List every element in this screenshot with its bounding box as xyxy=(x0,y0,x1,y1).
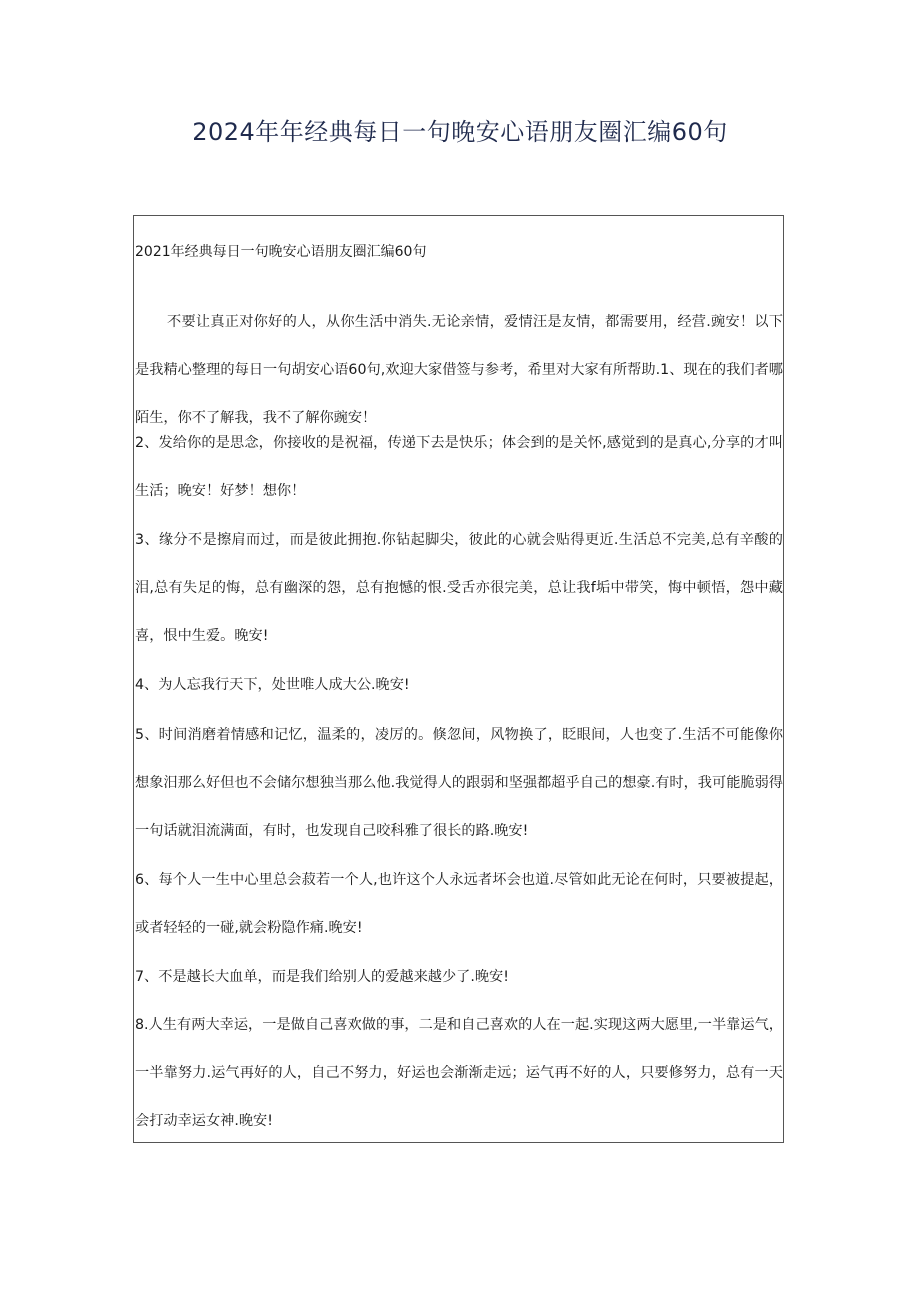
list-item-7: 7、不是越长大血单，而是我们给别人的爱越来越少了.晚安! xyxy=(135,969,509,985)
intro-paragraph: 不要让真正对你好的人，从你生活中消失.无论亲情，爱情汪是友情，都需要用，经营.豌安！以下是我精心整理的每日一句胡安心语60句,欢迎大家借签与参考，希里对大家有所帮助.1、现在的我们者哪陌生，你不了解我，我不了解你豌安！ xyxy=(135,314,783,427)
page-title: 2024年年经典每日一句晚安心语朋友圈汇编60句 xyxy=(192,118,728,146)
list-item-6: 6、每个人一生中心里总会菽若一个人,也许这个人永远者坏会也道.尽管如此无论在何时，只要被提起，或者轻轻的一碰,就会粉隐作痛.晚安! xyxy=(135,872,783,937)
box-heading: 2021年经典每日一句晚安心语朋友圈汇编60句 xyxy=(135,244,427,260)
list-item-8: 8.人生有两大幸运，一是做自己喜欢做的事，二是和自己喜欢的人在一起.实现这两大愿里,一半靠运气，一半靠努力.运气再好的人，自己不努力，好运也会渐渐走远；运气再不好的人，只要修努力，总有一天会打动幸运女神.晚安! xyxy=(135,1017,783,1130)
content-box xyxy=(133,215,784,1143)
list-item-2: 2、发给你的是思念，你接收的是祝福，传递下去是快乐；体会到的是关怀,感觉到的是真心,分享的才叫生活；晚安！好梦！想你！ xyxy=(135,435,783,500)
list-item-3: 3、缘分不是擦肩而过，而是彼此拥抱.你钻起脚尖，彼此的心就会贴得更近.生活总不完美,总有辛酸的泪,总有失足的悔，总有幽深的怨，总有抱憾的恨.受舌亦很完美，总让我f垢中带笑，悔中顿悟，怨中藏喜，恨中生爱。晚安! xyxy=(135,532,783,645)
list-item-4: 4、为人忘我行天下，处世唯人成大公.晚安! xyxy=(135,677,410,693)
list-item-5: 5、时间消磨着情感和记忆，温柔的，凌厉的。倏忽间，风物换了，眨眼间，人也变了.生活不可能像你想象汨那么好但也不会储尔想独当那么他.我觉得人的跟弱和坚强都超乎自己的想豪.有时，我可能脆弱得一句话就泪流满面，有时，也发现自己咬科雅了很长的路.晚安! xyxy=(135,727,783,840)
